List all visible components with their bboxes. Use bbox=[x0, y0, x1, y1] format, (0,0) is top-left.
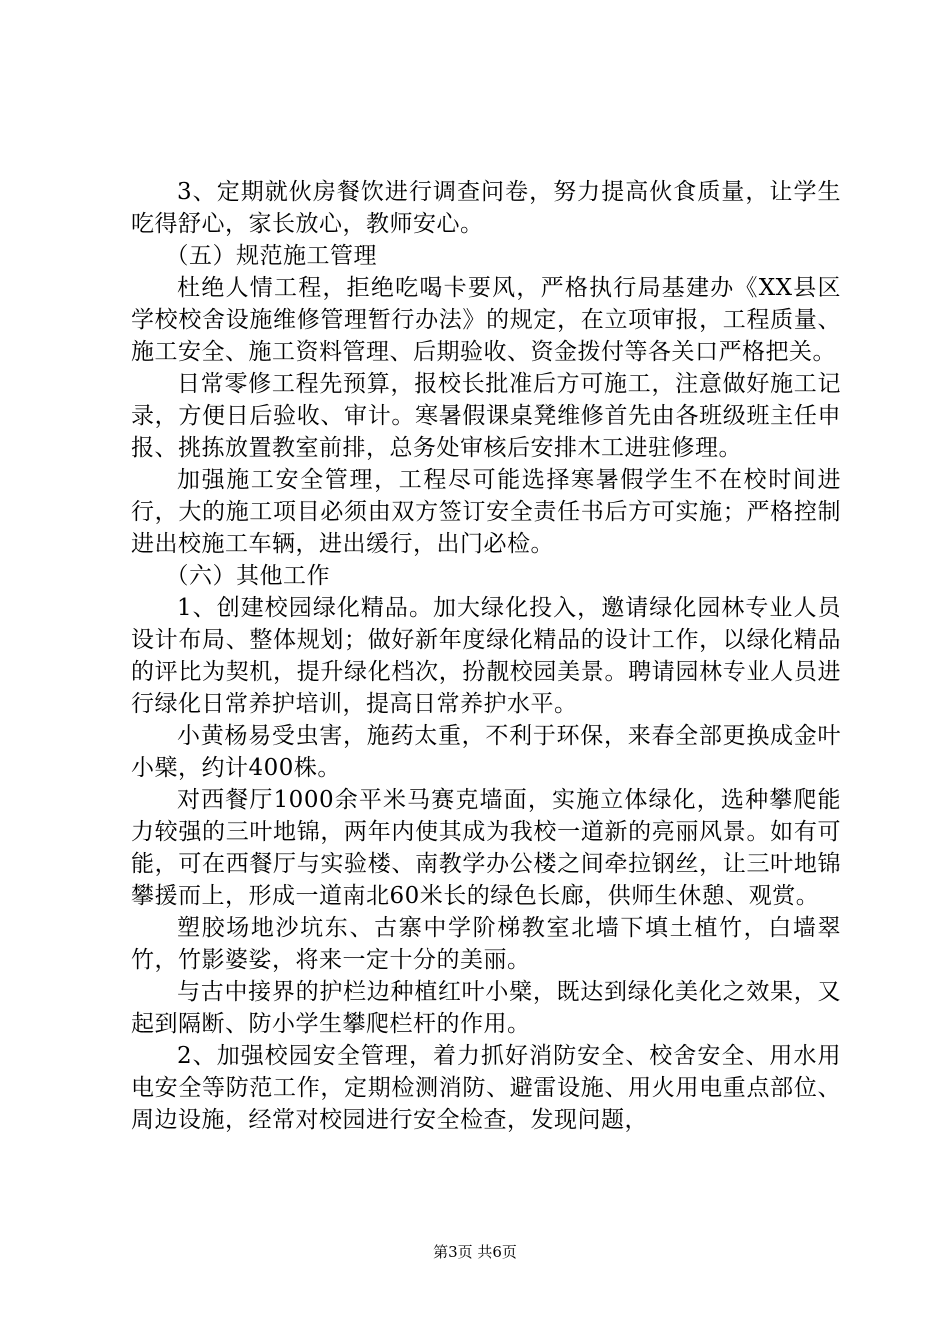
paragraph-campus-safety: 2、加强校园安全管理，着力抓好消防安全、校舍安全、用水用电安全等防范工作，定期检测消防、避雷设施、用火用电重点部位、周边设施，经常对校园进行安全检查，发现问题， bbox=[131, 1043, 841, 1133]
section-heading-other-work: （六）其他工作 bbox=[165, 563, 330, 589]
section-heading-construction: （五）规范施工管理 bbox=[165, 243, 377, 269]
paragraph-bamboo-planting: 塑胶场地沙坑东、古寨中学阶梯教室北墙下填土植竹，白墙翠竹，竹影婆娑，将来一定十分的美丽。 bbox=[131, 915, 841, 973]
paragraph-construction-rules: 杜绝人情工程，拒绝吃喝卡要风，严格执行局基建办《XX县区学校校舍设施维修管理暂行办法》的规定，在立项审报，工程质量、施工安全、施工资料管理、后期验收、资金拨付等各关口严格把关。 bbox=[131, 275, 841, 365]
paragraph-boxwood-replacement: 小黄杨易受虫害，施药太重，不利于环保，来春全部更换成金叶小檗，约计400株。 bbox=[131, 723, 841, 781]
document-body bbox=[131, 176, 841, 1136]
page-number-footer: 第3页 共6页 bbox=[433, 1243, 517, 1261]
paragraph-fence-planting: 与古中接界的护栏边种植红叶小檗，既达到绿化美化之效果，又起到隔断、防小学生攀爬栏杆的作用。 bbox=[131, 979, 841, 1037]
paragraph-canteen-survey: 3、定期就伙房餐饮进行调查问卷，努力提高伙食质量，让学生吃得舒心，家长放心，教师安心。 bbox=[131, 179, 841, 237]
paragraph-daily-repairs: 日常零修工程先预算，报校长批准后方可施工，注意做好施工记录，方便日后验收、审计。寒暑假课桌凳维修首先由各班级班主任申报、挑拣放置教室前排，总务处审核后安排木工进驻修理。 bbox=[131, 371, 841, 461]
paragraph-vertical-greening: 对西餐厅1000余平米马赛克墙面，实施立体绿化，选种攀爬能力较强的三叶地锦，两年内使其成为我校一道新的亮丽风景。如有可能，可在西餐厅与实验楼、南教学办公楼之间牵拉钢丝，让三叶地锦攀援而上，形成一道南北60米长的绿色长廊，供师生休憩、观赏。 bbox=[131, 787, 841, 909]
paragraph-construction-safety: 加强施工安全管理，工程尽可能选择寒暑假学生不在校时间进行，大的施工项目必须由双方签订安全责任书后方可实施；严格控制进出校施工车辆，进出缓行，出门必检。 bbox=[131, 467, 841, 557]
paragraph-greening-project: 1、创建校园绿化精品。加大绿化投入，邀请绿化园林专业人员设计布局、整体规划；做好新年度绿化精品的设计工作，以绿化精品的评比为契机，提升绿化档次，扮靓校园美景。聘请园林专业人员进行绿化日常养护培训，提高日常养护水平。 bbox=[131, 595, 841, 717]
